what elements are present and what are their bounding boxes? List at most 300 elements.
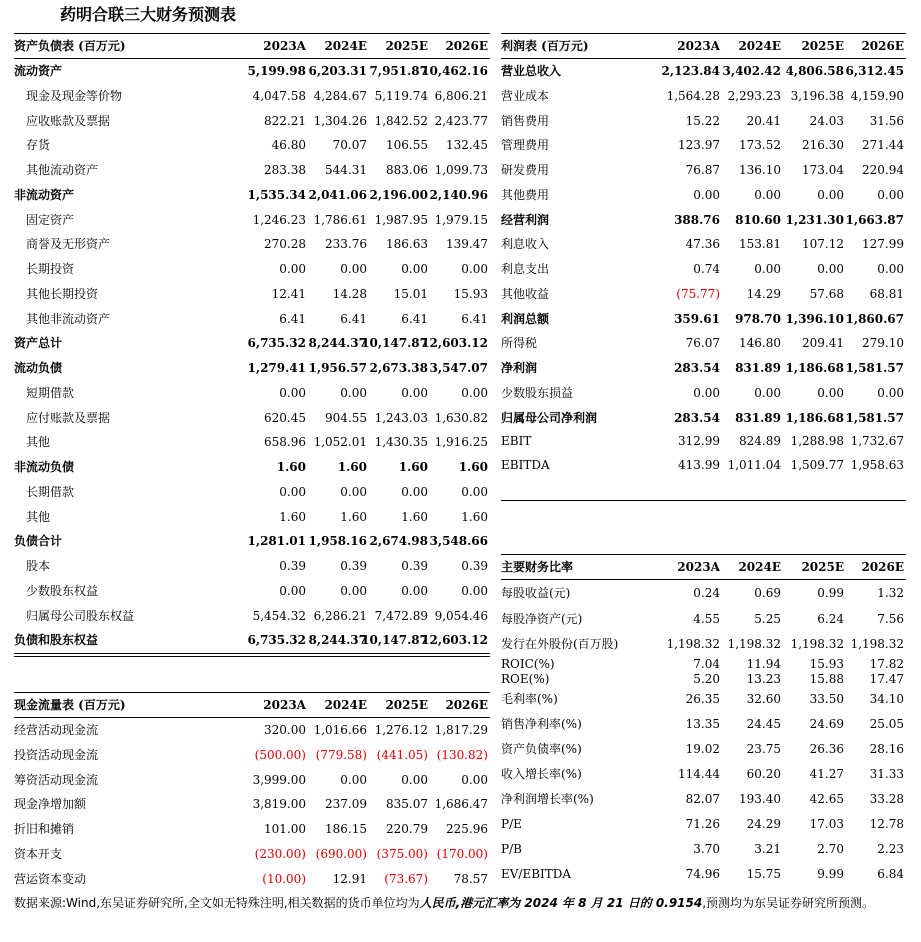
table-row [501, 632, 906, 657]
row-value: 0.00 [401, 385, 428, 400]
table-row [501, 862, 906, 887]
row-label: 每股收益(元) [501, 586, 571, 600]
row-value: 0.00 [754, 262, 781, 276]
table-row [14, 109, 490, 134]
row-value: 1,052.01 [313, 435, 367, 450]
row-value: 32.60 [746, 692, 781, 706]
income-header-year: 2026E [861, 39, 904, 53]
table-row [501, 158, 906, 183]
row-value: 7.56 [877, 612, 904, 626]
row-value: 4,284.67 [313, 88, 367, 103]
row-label: 经营活动现金流 [14, 723, 99, 737]
row-value: 107.12 [802, 237, 844, 252]
row-value: 0.39 [340, 559, 367, 573]
row-label: 归属母公司股东权益 [26, 608, 135, 623]
row-value: (375.00) [376, 846, 428, 861]
row-value: 0.00 [461, 385, 488, 400]
row-label: 存货 [26, 138, 51, 153]
row-value: 0.00 [817, 262, 844, 276]
row-value: (75.77) [676, 286, 720, 301]
row-value: 3,548.66 [429, 534, 488, 549]
table-row [501, 183, 906, 208]
row-label: ROE(%) [501, 672, 550, 686]
row-value: 1,288.98 [790, 434, 844, 449]
row-value: 0.00 [461, 262, 488, 276]
income-header-year: 2023A [677, 39, 720, 53]
row-value: 6,735.32 [247, 633, 306, 648]
row-value: 15.22 [685, 113, 720, 128]
cash-flow-table [14, 692, 490, 891]
row-value: (170.00) [436, 846, 488, 861]
row-value: 1.60 [337, 460, 367, 474]
row-label: 其他 [26, 509, 51, 524]
row-value: 173.52 [739, 138, 781, 153]
row-value: 0.00 [693, 385, 720, 400]
row-value: 1,198.32 [790, 636, 844, 651]
row-value: 33.28 [869, 792, 904, 806]
row-label: 现金及现金等价物 [26, 88, 123, 103]
balance-header-year: 2026E [445, 39, 488, 53]
row-label: 营业成本 [501, 88, 550, 103]
row-value: 2,674.98 [369, 534, 428, 549]
row-value: 10,147.87 [361, 336, 428, 351]
divider [14, 656, 490, 657]
row-value: 1,686.47 [434, 797, 488, 812]
row-value: 31.33 [869, 766, 904, 781]
row-value: 6,203.31 [308, 64, 367, 78]
row-value: 320.00 [264, 723, 306, 737]
row-value: 71.26 [685, 817, 720, 831]
page-title: 药明合联三大财务预测表 [60, 5, 237, 24]
row-value: 2,196.00 [369, 187, 428, 202]
row-value: 15.93 [809, 657, 844, 671]
row-label: 利息收入 [501, 237, 550, 252]
note-suffix: ,预测均为东吴证券研究所预测。 [702, 896, 875, 910]
table-row [501, 307, 906, 332]
row-label: 短期借款 [26, 385, 75, 400]
row-label: 其他收益 [501, 286, 550, 301]
row-value: 220.94 [862, 163, 904, 177]
ratios-header [501, 554, 906, 580]
source-note [14, 892, 904, 914]
row-label: 经营利润 [501, 212, 550, 227]
row-value: (690.00) [315, 846, 367, 861]
row-value: 8,244.37 [308, 633, 367, 648]
row-value: 7,472.89 [374, 608, 428, 623]
row-value: 1.60 [458, 460, 488, 474]
row-value: 6,806.21 [434, 88, 488, 103]
row-value: 1.60 [279, 509, 306, 524]
row-value: 1,987.95 [374, 212, 428, 227]
row-value: 0.00 [279, 262, 306, 276]
row-label: 少数股东损益 [501, 385, 574, 400]
cashflow-header-year: 2025E [385, 698, 428, 712]
row-value: 17.47 [869, 672, 904, 686]
row-value: 139.47 [446, 237, 488, 252]
table-row [501, 837, 906, 862]
row-value: 12.78 [869, 817, 904, 831]
cashflow-header-year: 2024E [324, 698, 367, 712]
row-value: 2,123.84 [661, 64, 720, 78]
row-label: 毛利率(%) [501, 692, 558, 706]
row-value: 6.41 [461, 311, 488, 326]
row-value: 11.94 [746, 657, 781, 671]
row-label: 研发费用 [501, 163, 550, 177]
row-value: 70.07 [332, 138, 367, 153]
table-row [14, 430, 490, 455]
row-value: 1,186.68 [785, 361, 844, 375]
row-label: 应收账款及票据 [26, 113, 111, 128]
table-row [14, 505, 490, 530]
row-value: 0.00 [340, 772, 367, 787]
row-value: 1.32 [877, 586, 904, 600]
table-row [14, 282, 490, 307]
row-value: 413.99 [678, 458, 720, 473]
table-row [14, 59, 490, 84]
row-value: 2,293.23 [727, 88, 781, 103]
row-value: 13.35 [685, 717, 720, 731]
table-row [501, 712, 906, 737]
row-value: 1.60 [398, 460, 428, 474]
row-value: (230.00) [254, 846, 306, 861]
row-value: 0.00 [401, 583, 428, 598]
row-value: 9,054.46 [434, 608, 488, 623]
table-row [501, 133, 906, 158]
row-value: 1,016.66 [313, 723, 367, 737]
row-value: 2.23 [877, 842, 904, 856]
row-value: 0.00 [877, 187, 904, 202]
row-label: 负债合计 [14, 534, 63, 549]
note-prefix: 数据来源:Wind,东吴证券研究所,全文如无特殊注明,相关数据的货币单位均为 [14, 896, 420, 910]
balance-header-title: 资产负债表 (百万元) [14, 39, 126, 53]
row-value: 12.91 [332, 871, 367, 886]
balance-header-year: 2024E [324, 39, 367, 53]
row-value: 1,279.41 [247, 361, 306, 375]
row-value: 5,454.32 [252, 608, 306, 623]
table-row [501, 607, 906, 632]
table-row [501, 232, 906, 257]
row-label: 净利润增长率(%) [501, 792, 594, 806]
row-value: 831.89 [735, 361, 781, 375]
row-value: 388.76 [674, 212, 720, 227]
row-label: 每股净资产(元) [501, 612, 583, 626]
ratios-header-year: 2025E [801, 560, 844, 574]
row-label: 资本开支 [14, 846, 63, 861]
row-label: 其他长期投资 [26, 286, 99, 301]
balance-header [14, 33, 490, 59]
row-value: 822.21 [264, 113, 306, 128]
row-label: 折旧和摊销 [14, 822, 75, 836]
row-value: 19.02 [685, 742, 720, 756]
income-statement-table [501, 33, 906, 478]
row-value: 1,817.29 [434, 723, 488, 737]
row-value: 1,198.32 [850, 636, 904, 651]
table-row [501, 208, 906, 233]
row-value: 15.93 [453, 286, 488, 301]
row-label: 发行在外股份(百万股) [501, 636, 619, 651]
row-value: 10,147.87 [361, 633, 428, 648]
cashflow-header-year: 2023A [263, 698, 306, 712]
table-row [501, 786, 906, 812]
row-value: 0.00 [461, 583, 488, 598]
table-row [14, 307, 490, 332]
table-row [501, 687, 906, 712]
row-value: 25.05 [869, 717, 904, 731]
row-value: 312.99 [678, 434, 720, 449]
table-row [501, 656, 906, 672]
row-value: 2,140.96 [429, 187, 488, 202]
row-value: 0.69 [754, 586, 781, 600]
row-value: 1.60 [401, 509, 428, 524]
table-row [501, 406, 906, 431]
row-value: 0.00 [401, 772, 428, 787]
row-value: 283.38 [264, 163, 306, 177]
table-row [501, 737, 906, 762]
row-value: 1,535.34 [247, 187, 306, 202]
table-row [14, 183, 490, 208]
table-row [14, 768, 490, 793]
row-value: 5.20 [693, 672, 720, 686]
row-value: 132.45 [446, 138, 488, 153]
row-value: 1,281.01 [247, 534, 306, 549]
row-value: 6,735.32 [247, 336, 306, 351]
table-row [14, 133, 490, 158]
row-label: 商誉及无形资产 [26, 237, 111, 252]
row-label: 其他费用 [501, 187, 550, 202]
row-value: 359.61 [674, 311, 720, 326]
row-value: 1,956.57 [308, 361, 367, 375]
row-value: 1,231.30 [785, 212, 844, 227]
row-label: 收入增长率(%) [501, 766, 582, 781]
table-row [501, 257, 906, 282]
income-header-year: 2024E [738, 39, 781, 53]
row-value: (10.00) [262, 871, 306, 886]
row-value: 74.96 [685, 867, 720, 881]
row-value: 12,603.12 [421, 336, 488, 351]
row-value: 1.60 [461, 509, 488, 524]
row-value: 4,047.58 [252, 88, 306, 103]
row-value: 13.23 [746, 672, 781, 686]
row-value: 15.75 [746, 867, 781, 881]
ratios-header-title: 主要财务比率 [501, 560, 574, 574]
row-value: 0.39 [279, 559, 306, 573]
row-value: 15.88 [809, 672, 844, 686]
row-value: 23.75 [746, 742, 781, 756]
cashflow-header [14, 692, 490, 718]
row-value: 1,979.15 [434, 212, 488, 227]
row-value: 225.96 [446, 822, 488, 836]
row-label: 其他非流动资产 [26, 311, 111, 326]
row-label: EBITDA [501, 458, 550, 473]
row-value: 1,958.16 [308, 534, 367, 549]
row-value: 31.56 [869, 113, 904, 128]
row-value: 1,243.03 [374, 410, 428, 425]
row-value: 6,286.21 [313, 608, 367, 623]
row-value: 1,011.04 [727, 458, 781, 473]
row-label: 利息支出 [501, 262, 550, 276]
row-value: 0.39 [461, 559, 488, 573]
row-value: 10,462.16 [421, 64, 488, 78]
row-value: 0.00 [877, 262, 904, 276]
row-value: 9.99 [817, 867, 844, 881]
row-label: 股本 [26, 559, 51, 573]
row-value: 1,304.26 [313, 113, 367, 128]
row-value: 233.76 [325, 237, 367, 252]
row-value: 0.00 [877, 385, 904, 400]
row-value: 1.60 [276, 460, 306, 474]
table-row [14, 158, 490, 183]
row-value: 1,430.35 [374, 435, 428, 450]
row-label: 归属母公司净利润 [501, 410, 598, 425]
row-label: 负债和股东权益 [14, 633, 99, 648]
row-value: 283.54 [674, 361, 720, 375]
row-value: 1,732.67 [850, 434, 904, 449]
row-value: 237.09 [325, 797, 367, 812]
row-label: EV/EBITDA [501, 867, 572, 881]
row-label: 利润总额 [501, 311, 550, 326]
row-value: 824.89 [739, 434, 781, 449]
table-row [501, 580, 906, 607]
table-row [501, 59, 906, 84]
row-value: 3,819.00 [252, 797, 306, 812]
balance-sheet-table [14, 33, 490, 654]
row-value: 835.07 [386, 797, 428, 812]
row-value: 1,198.32 [666, 636, 720, 651]
row-value: 7,951.87 [369, 64, 428, 78]
row-value: (130.82) [436, 747, 488, 762]
table-row [501, 84, 906, 109]
row-value: 0.39 [401, 559, 428, 573]
income-header [501, 33, 906, 59]
row-value: (779.58) [315, 747, 367, 762]
row-value: 101.00 [264, 822, 306, 836]
row-value: 78.57 [453, 871, 488, 886]
table-row [501, 356, 906, 381]
row-value: 34.10 [869, 692, 904, 706]
row-value: 46.80 [271, 138, 306, 153]
row-label: 营业总收入 [501, 64, 562, 78]
row-value: 1.60 [340, 509, 367, 524]
row-value: 57.68 [809, 286, 844, 301]
row-value: 14.29 [746, 286, 781, 301]
row-value: 28.16 [869, 742, 904, 756]
divider [501, 500, 906, 501]
row-value: 0.24 [693, 586, 720, 600]
table-row [14, 84, 490, 109]
row-value: 4.55 [693, 612, 720, 626]
row-label: 筹资活动现金流 [14, 772, 99, 787]
row-value: 3,999.00 [252, 772, 306, 787]
row-label: 投资活动现金流 [14, 747, 99, 762]
table-row [501, 109, 906, 134]
row-value: 1,842.52 [374, 113, 428, 128]
row-value: 24.45 [746, 717, 781, 731]
table-row [14, 529, 490, 554]
row-value: 2.70 [817, 842, 844, 856]
row-value: 5.25 [754, 612, 781, 626]
ratios-header-year: 2024E [738, 560, 781, 574]
row-value: 24.69 [809, 717, 844, 731]
income-header-title: 利润表 (百万元) [501, 39, 589, 53]
table-row [14, 579, 490, 604]
table-row [14, 554, 490, 579]
row-value: 2,041.06 [308, 187, 367, 202]
row-value: 883.06 [386, 163, 428, 177]
row-value: (73.67) [384, 871, 428, 886]
row-value: 76.07 [685, 336, 720, 351]
balance-header-year: 2023A [263, 39, 306, 53]
table-row [14, 867, 490, 892]
row-value: 283.54 [674, 410, 720, 425]
table-row [14, 455, 490, 480]
row-value: 6,312.45 [845, 64, 904, 78]
row-value: 14.28 [332, 286, 367, 301]
row-value: 6.41 [401, 311, 428, 326]
table-row [14, 628, 490, 653]
row-label: 管理费用 [501, 138, 550, 153]
row-label: 固定资产 [26, 212, 75, 227]
row-label: P/B [501, 842, 522, 856]
row-label: 长期借款 [26, 484, 75, 499]
row-label: P/E [501, 817, 522, 831]
row-value: 1,186.68 [785, 410, 844, 425]
row-value: 0.00 [754, 385, 781, 400]
table-row [14, 480, 490, 505]
row-value: 0.00 [340, 262, 367, 276]
row-value: 33.50 [809, 692, 844, 706]
table-row [14, 331, 490, 356]
row-label: 长期投资 [26, 262, 75, 276]
financial-ratios-table [501, 554, 906, 887]
cashflow-header-title: 现金流量表 (百万元) [14, 698, 126, 712]
row-value: 26.35 [685, 692, 720, 706]
row-value: 620.45 [264, 410, 306, 425]
row-label: 营运资本变动 [14, 871, 87, 886]
table-row [501, 381, 906, 406]
table-row [501, 452, 906, 478]
table-row [14, 356, 490, 381]
table-row [14, 232, 490, 257]
row-value: 41.27 [809, 766, 844, 781]
row-label: 其他 [26, 435, 51, 450]
row-label: 资产总计 [14, 336, 63, 351]
row-value: 17.82 [869, 657, 904, 671]
row-value: 60.20 [746, 766, 781, 781]
row-label: 其他流动资产 [26, 163, 99, 177]
row-value: 0.99 [817, 586, 844, 600]
row-value: 127.99 [862, 237, 904, 252]
row-value: 114.44 [678, 766, 720, 781]
row-value: (441.05) [376, 747, 428, 762]
row-value: 17.03 [809, 817, 844, 831]
row-value: 279.10 [862, 336, 904, 351]
row-value: 0.74 [693, 262, 720, 276]
row-value: 24.29 [746, 817, 781, 831]
row-value: 0.00 [340, 583, 367, 598]
row-value: 3,547.07 [429, 361, 488, 375]
row-value: 6.84 [877, 867, 904, 881]
row-value: 136.10 [739, 163, 781, 177]
row-value: 8,244.37 [308, 336, 367, 351]
table-row [14, 406, 490, 431]
row-value: 0.00 [817, 187, 844, 202]
row-value: 47.36 [685, 237, 720, 252]
row-value: 1,786.61 [313, 212, 367, 227]
row-value: 1,663.87 [845, 212, 904, 227]
row-value: 0.00 [401, 484, 428, 499]
row-value: 123.97 [678, 138, 720, 153]
table-row [14, 381, 490, 406]
